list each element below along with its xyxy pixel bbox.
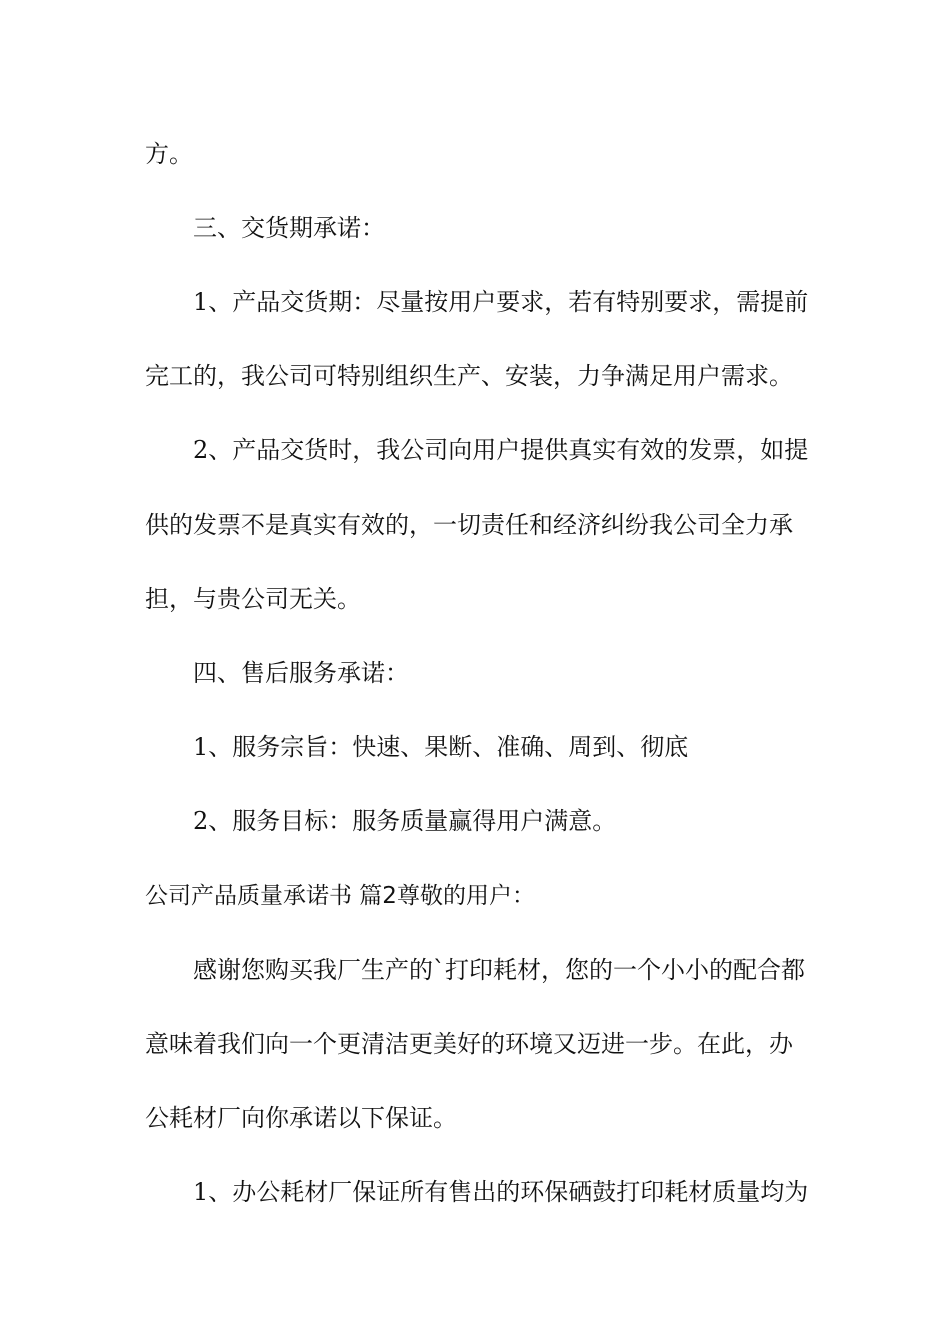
paragraph-line: 完工的，我公司可特别组织生产、安装，力争满足用户需求。 bbox=[145, 362, 793, 390]
paragraph-line: 感谢您购买我厂生产的`打印耗材，您的一个小小的配合都 bbox=[193, 956, 805, 984]
paragraph-line: 1、产品交货期：尽量按用户要求，若有特别要求，需提前 bbox=[193, 288, 809, 316]
section-heading: 四、售后服务承诺： bbox=[193, 659, 409, 687]
paragraph-line: 2、产品交货时，我公司向用户提供真实有效的发票，如提 bbox=[193, 436, 809, 464]
article-title: 公司产品质量承诺书 篇2尊敬的用户： bbox=[145, 883, 535, 909]
paragraph-line: 担，与贵公司无关。 bbox=[145, 585, 361, 613]
paragraph-line: 2、服务目标：服务质量赢得用户满意。 bbox=[193, 807, 617, 835]
paragraph-line: 供的发票不是真实有效的，一切责任和经济纠纷我公司全力承 bbox=[145, 511, 793, 539]
paragraph-line: 公耗材厂向你承诺以下保证。 bbox=[145, 1104, 457, 1132]
paragraph-line: 1、办公耗材厂保证所有售出的环保硒鼓打印耗材质量均为 bbox=[193, 1178, 809, 1206]
paragraph-line: 意味着我们向一个更清洁更美好的环境又迈进一步。在此，办 bbox=[145, 1030, 793, 1058]
paragraph-line: 1、服务宗旨：快速、果断、准确、周到、彻底 bbox=[193, 733, 689, 761]
section-heading: 三、交货期承诺： bbox=[193, 214, 385, 242]
paragraph-line: 方。 bbox=[145, 140, 193, 168]
